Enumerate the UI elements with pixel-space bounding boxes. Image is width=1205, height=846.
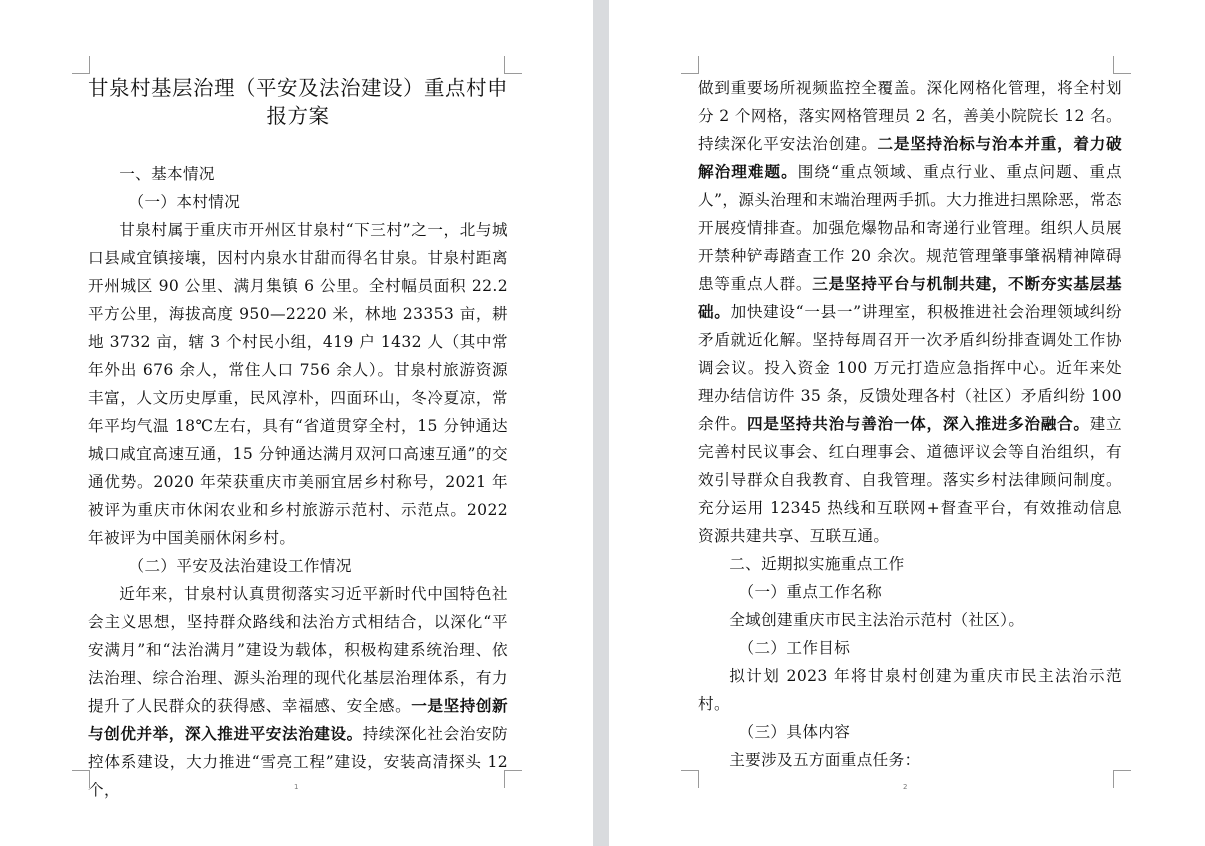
crop-mark-top-left (72, 56, 90, 74)
paragraph-text: 建立完善村民议事会、红白理事会、道德评议会等自治组织，有效引导群众自我教育、自我管理。落实乡村法律顾问制度。充分运用 12345 热线和互联网+督查平台，有效推动信息资源共建共享、互联互通。 (698, 415, 1122, 545)
heading-basic-info: 一、基本情况 (119, 165, 215, 183)
crop-mark-top-left (681, 56, 699, 74)
heading-key-work: 二、近期拟实施重点工作 (729, 555, 905, 573)
crop-mark-top-right (504, 56, 522, 74)
crop-mark-top-right (1113, 56, 1131, 74)
paragraph-safety-law-work (88, 580, 508, 804)
heading-work-name: （一）重点工作名称 (738, 583, 883, 601)
heading-safety-law-work: （二）平安及法治建设工作情况 (128, 557, 352, 575)
page-2-body (698, 74, 1122, 774)
text-work-goal: 拟计划 2023 年将甘泉村创建为重庆市民主法治示范村。 (698, 667, 1122, 713)
bold-point-2: 二是坚持治标与治本并重，着力破解治理难题。 (698, 134, 1122, 181)
heading-specific-content: （三）具体内容 (738, 723, 851, 741)
document-title: 甘泉村基层治理（平安及法治建设）重点村申报方案 (88, 76, 508, 128)
heading-village-info: （一）本村情况 (128, 193, 241, 211)
paragraph-continued (698, 74, 1122, 550)
paragraph-text: 加快建设“一县一”讲理室，积极推进社会治理领域纠纷矛盾就近化解。坚持每周召开一次矛盾纠纷排查调处工作协调会议。投入资金 100 万元打造应急指挥中心。近年来处理办结信访件 35 条，反馈处理各村（社区）矛盾纠纷 100 余件。 (698, 303, 1122, 433)
page-number: 1 (294, 783, 299, 791)
document-page-1 (0, 0, 593, 846)
paragraph-text: 围绕“重点领域、重点行业、重点问题、重点人”，源头治理和末端治理两手抓。大力推进扫黑除恶，常态开展疫情排查。加强危爆物品和寄递行业管理。组织人员展开禁种铲毒踏查工作 20 余次。规范管理肇事肇祸精神障碍患等重点人群。 (698, 163, 1122, 293)
bold-point-3: 三是坚持平台与机制共建，不断夯实基层基础。 (698, 274, 1123, 321)
paragraph-text: 持续深化社会治安防控体系建设，大力推进“雪亮工程”建设，安装高清探头 12 个， (88, 725, 509, 799)
paragraph-text: 做到重要场所视频监控全覆盖。深化网格化管理，将全村划分 2 个网格，落实网格管理员 2 名，善美小院院长 12 名。持续深化平安法治创建。 (698, 79, 1122, 153)
crop-mark-bottom-left (681, 770, 699, 788)
text-work-name: 全域创建重庆市民主法治示范村（社区）。 (729, 611, 1025, 629)
heading-work-goal: （二）工作目标 (738, 639, 851, 657)
page-1-body (88, 160, 508, 804)
paragraph-text: 近年来，甘泉村认真贯彻落实习近平新时代中国特色社会主义思想，坚持群众路线和法治方式相结合，以深化“平安满月”和“法治满月”建设为载体，积极构建系统治理、依法治理、综合治理、源头治理的现代化基层治理体系，有力提升了人民群众的获得感、幸福感、安全感。 (88, 585, 508, 715)
bold-point-1: 一是坚持创新与创优并举，深入推进平安法治建设。 (88, 696, 508, 743)
document-page-2 (609, 0, 1205, 846)
text-specific-content: 主要涉及五方面重点任务： (729, 751, 921, 769)
paragraph-village-info: 甘泉村属于重庆市开州区甘泉村“下三村”之一，北与城口县咸宜镇接壤，因村内泉水甘甜而得名甘泉。甘泉村距离开州城区 90 公里、满月集镇 6 公里。全村幅员面积 22.2 平方公里，海拔高度 950—2220 米，林地 23353 亩，耕地 3732 亩，辖 3 个村民小组，419 户 1432 人（其中常年外出 676 余人，常住人口 756 余人）。甘泉村旅游资源丰富，人文历史厚重，民风淳朴，四面环山，冬冷夏凉，常年平均气温 18℃左右，具有“省道贯穿全村，15 分钟通达城口咸宜高速互通，15 分钟通达满月双河口高速互通”的交通优势。2020 年荣获重庆市美丽宜居乡村称号，2021 年被评为重庆市休闲农业和乡村旅游示范村、示范点。2022 年被评为中国美丽休闲乡村。 (88, 221, 508, 547)
bold-point-4: 四是坚持共治与善治一体，深入推进多治融合。 (746, 414, 1090, 433)
page-number: 2 (903, 783, 908, 791)
